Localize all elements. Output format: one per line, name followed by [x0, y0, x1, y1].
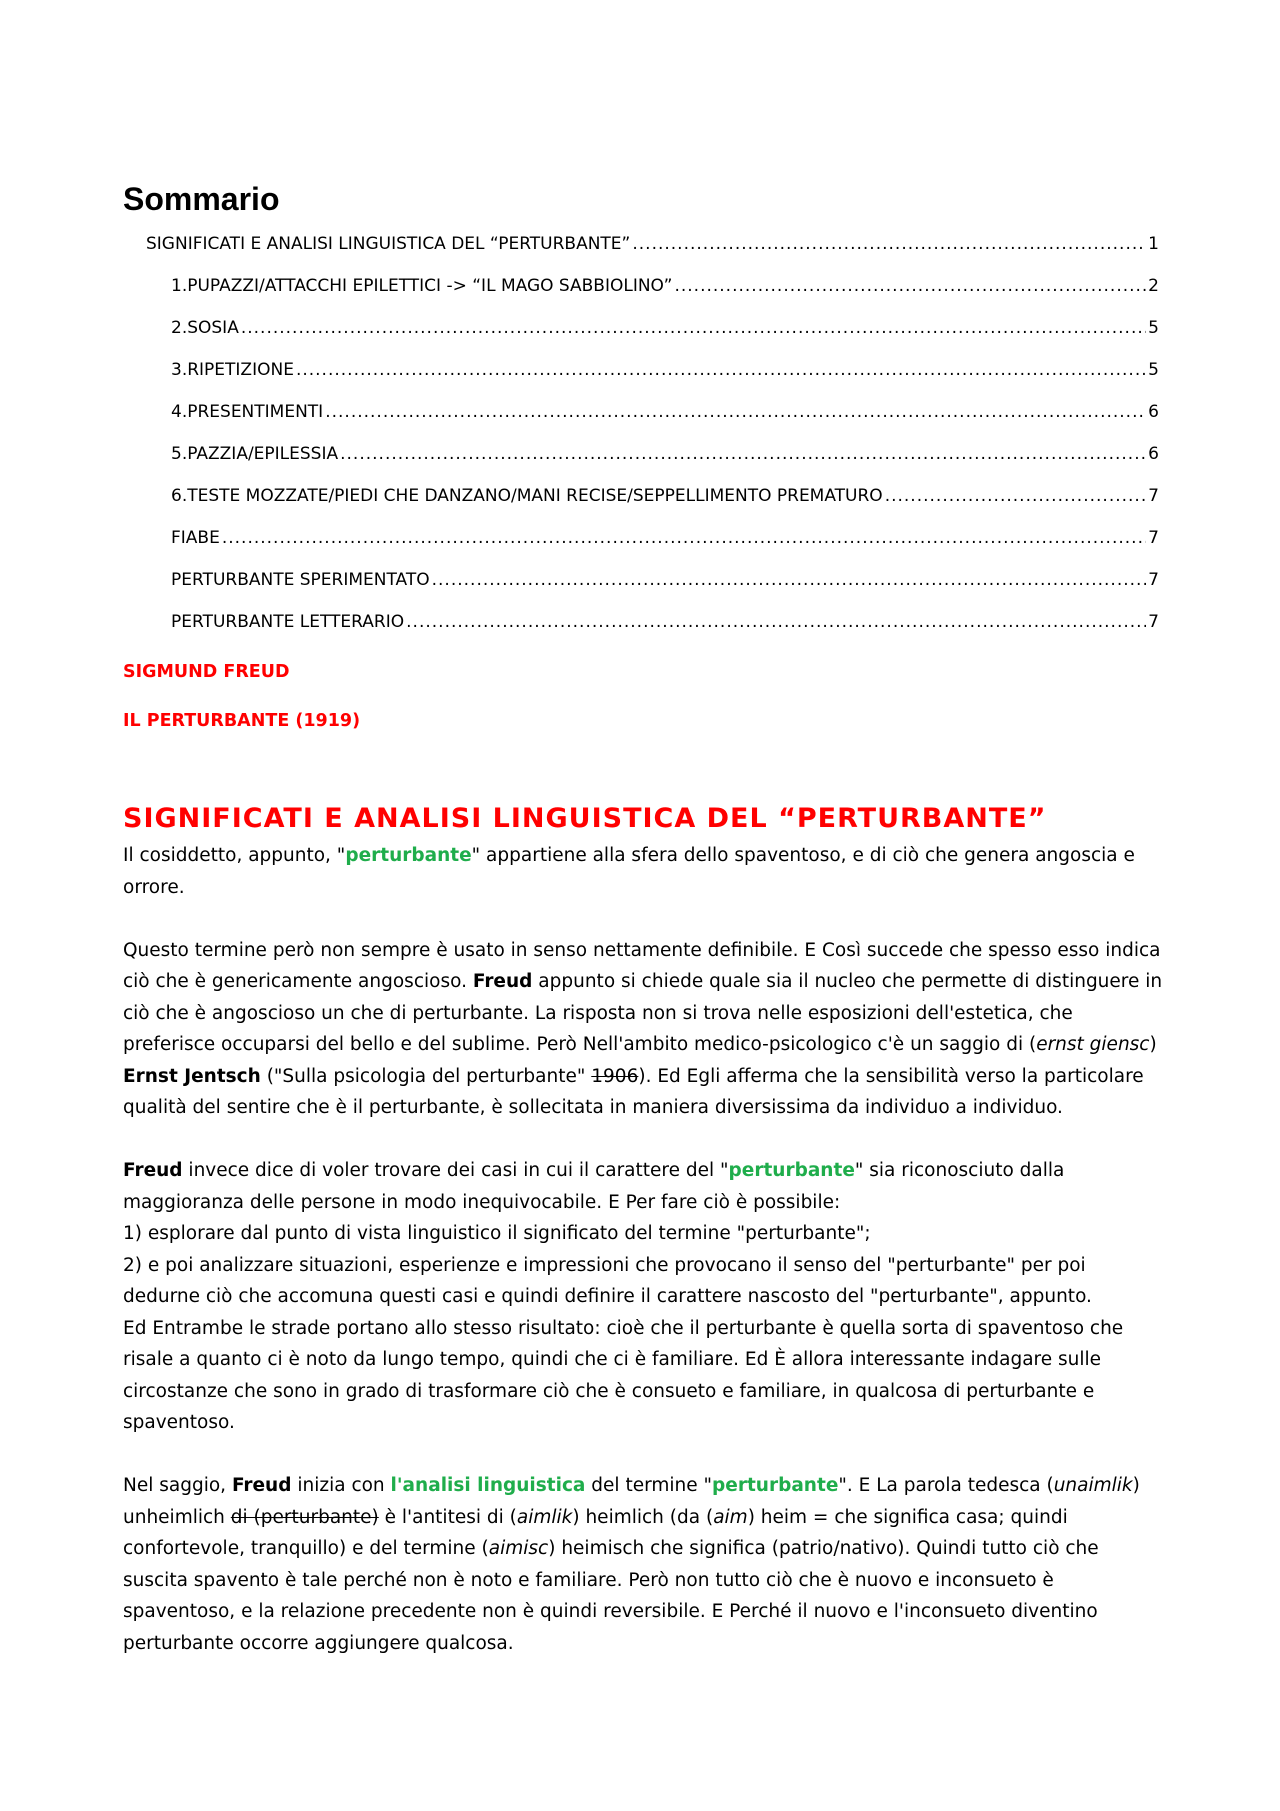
- work-title: IL PERTURBANTE (1919): [123, 711, 361, 731]
- toc-leader: [325, 400, 1146, 424]
- author-name: SIGMUND FREUD: [123, 662, 290, 682]
- toc-leader: [432, 568, 1147, 592]
- toc-entry-text: 2.SOSIA: [171, 318, 239, 338]
- toc-leader: [241, 316, 1146, 340]
- text-run: ("Sulla psicologia del perturbante": [260, 1065, 592, 1087]
- toc-entry[interactable]: [171, 400, 1159, 424]
- toc-leader: [885, 484, 1146, 508]
- text-run: appunto si chiede quale sia il nucleo che permette di distinguere in ciò che è angoscioso un che di perturbante. La risposta non si trova nelle esposizioni dell'estetica, che preferisce occuparsi del bello e del sublime. Però Nell'ambito medico-psicologico c'è un saggio di (: [123, 971, 1163, 1055]
- italic-term: aimisc: [488, 1538, 549, 1559]
- strikethrough-text: 1906: [591, 1065, 639, 1087]
- toc-entry-text: 6.TESTE MOZZATE/PIEDI CHE DANZANO/MANI RECISE/SEPPELLIMENTO PREMATURO: [171, 486, 883, 506]
- text-run: Nel saggio,: [123, 1475, 232, 1496]
- text-run: Ed Entrambe le strade portano allo stesso risultato: cioè che il perturbante è quella sorta di spaventoso che risale a quanto ci è noto da lungo tempo, quindi che ci è familiare. Ed È allora interessante indagare sulle circostanze che sono in grado di trasformare ciò che è consueto e familiare, in qualcosa di perturbante e spaventoso.: [123, 1317, 1124, 1433]
- text-run: Questo termine però non sempre è usato in senso nettamente definibile. E Così succede che spesso esso indica ciò che è genericamente angoscioso.: [123, 939, 1161, 992]
- toc-entry[interactable]: [146, 232, 1159, 256]
- text-run: è l'antitesi di (: [378, 1506, 517, 1528]
- toc-entry[interactable]: [171, 484, 1159, 508]
- body-text: [123, 840, 1163, 1691]
- text-run: Il cosiddetto, appunto, ": [123, 845, 346, 866]
- highlight-term: l'analisi linguistica: [390, 1475, 586, 1496]
- toc-entry-page: 5: [1148, 318, 1159, 338]
- toc-entry-page: 2: [1148, 276, 1159, 296]
- toc-entry-text: FIABE: [171, 528, 220, 548]
- toc-entry[interactable]: [171, 442, 1159, 466]
- toc-leader: [296, 358, 1146, 382]
- toc-entry[interactable]: [171, 358, 1159, 382]
- toc-entry-text: PERTURBANTE LETTERARIO: [171, 612, 405, 632]
- toc-entry-page: 7: [1148, 612, 1159, 632]
- toc-entry-page: 5: [1148, 360, 1159, 380]
- italic-term: aimlik: [516, 1506, 573, 1528]
- text-run: ) heim = che significa casa; quindi confortevole, tranquillo) e del termine (: [123, 1506, 1068, 1559]
- toc-leader: [632, 232, 1146, 256]
- text-run: ) unheimlich: [123, 1475, 1140, 1528]
- highlight-term: perturbante: [345, 845, 472, 866]
- text-run: " sia riconosciuto dalla maggioranza delle persone in modo inequivocabile. E Per fare ciò è possibile:: [123, 1160, 1065, 1213]
- toc-entry-page: 7: [1148, 486, 1159, 506]
- italic-term: ernst giensc: [1036, 1034, 1150, 1055]
- toc-entry-text: 4.PRESENTIMENTI: [171, 402, 324, 422]
- text-run: invece dice di voler trovare dei casi in cui il carattere del ": [182, 1160, 729, 1181]
- bold-term: Freud: [231, 1475, 292, 1496]
- toc-entry-text: SIGNIFICATI E ANALISI LINGUISTICA DEL “PERTURBANTE”: [146, 234, 631, 254]
- toc-leader: [222, 526, 1146, 550]
- paragraph-2: [123, 935, 1163, 1124]
- toc-entry-page: 7: [1148, 528, 1159, 548]
- toc-entry-page: 7: [1148, 570, 1159, 590]
- text-run: ) heimlich (da (: [572, 1506, 714, 1528]
- toc-entry-text: 3.RIPETIZIONE: [171, 360, 294, 380]
- strikethrough-text: di (perturbante): [230, 1506, 379, 1528]
- toc-entry[interactable]: [171, 526, 1159, 550]
- text-run: ): [1149, 1034, 1157, 1055]
- bold-term: Freud: [472, 971, 533, 992]
- text-run: del termine ": [585, 1475, 713, 1496]
- toc-entry-page: 6: [1148, 444, 1159, 464]
- paragraph-4: [123, 1470, 1163, 1659]
- toc-entry-text: 1.PUPAZZI/ATTACCHI EPILETTICI -> “IL MAGO SABBIOLINO”: [171, 276, 673, 296]
- italic-term: aim: [713, 1506, 748, 1528]
- bold-term: Ernst Jentsch: [123, 1065, 261, 1087]
- toc-entry-page: 6: [1148, 402, 1159, 422]
- toc-title: Sommario: [123, 181, 280, 217]
- toc-entry[interactable]: [171, 274, 1159, 298]
- text-run: inizia con: [291, 1475, 391, 1496]
- text-run: ". E La parola tedesca (: [838, 1475, 1054, 1496]
- toc-entry[interactable]: [171, 568, 1159, 592]
- section-heading: SIGNIFICATI E ANALISI LINGUISTICA DEL “PERTURBANTE”: [123, 803, 1047, 834]
- toc-entry[interactable]: [171, 316, 1159, 340]
- toc-leader: [674, 274, 1146, 298]
- toc-entry[interactable]: [171, 610, 1159, 634]
- paragraph-1: [123, 840, 1163, 903]
- list-item: 2) e poi analizzare situazioni, esperienze e impressioni che provocano il senso del "perturbante" per poi dedurne ciò che accomuna questi casi e quindi definire il carattere nascosto del "perturbante", appunto.: [123, 1254, 1092, 1307]
- highlight-term: perturbante: [728, 1160, 855, 1181]
- text-run: ) heimisch che significa (patrio/nativo). Quindi tutto ciò che suscita spavento è tale perché non è noto e familiare. Però non tutto ciò che è nuovo e inconsueto è spaventoso, e la relazione precedente non è quindi reversibile. E Perché il nuovo e l'inconsueto diventino perturbante occorre aggiungere qualcosa.: [123, 1538, 1099, 1654]
- paragraph-3: [123, 1155, 1163, 1439]
- toc-leader: [406, 610, 1146, 634]
- toc-leader: [340, 442, 1146, 466]
- text-run: " appartiene alla sfera dello spaventoso, e di ciò che genera angoscia e orrore.: [123, 845, 1135, 898]
- bold-term: Freud: [123, 1160, 183, 1181]
- italic-term: unaimlik: [1053, 1475, 1133, 1496]
- text-run: ). Ed Egli afferma che la sensibilità verso la particolare qualità del sentire che è il perturbante, è sollecitata in maniera diversissima da individuo a individuo.: [123, 1065, 1144, 1118]
- highlight-term: perturbante: [712, 1475, 839, 1496]
- toc-entry-text: 5.PAZZIA/EPILESSIA: [171, 444, 339, 464]
- toc-entry-text: PERTURBANTE SPERIMENTATO: [171, 570, 430, 590]
- list-item: 1) esplorare dal punto di vista linguistico il significato del termine "perturbante";: [123, 1223, 871, 1244]
- toc-entry-page: 1: [1148, 234, 1159, 254]
